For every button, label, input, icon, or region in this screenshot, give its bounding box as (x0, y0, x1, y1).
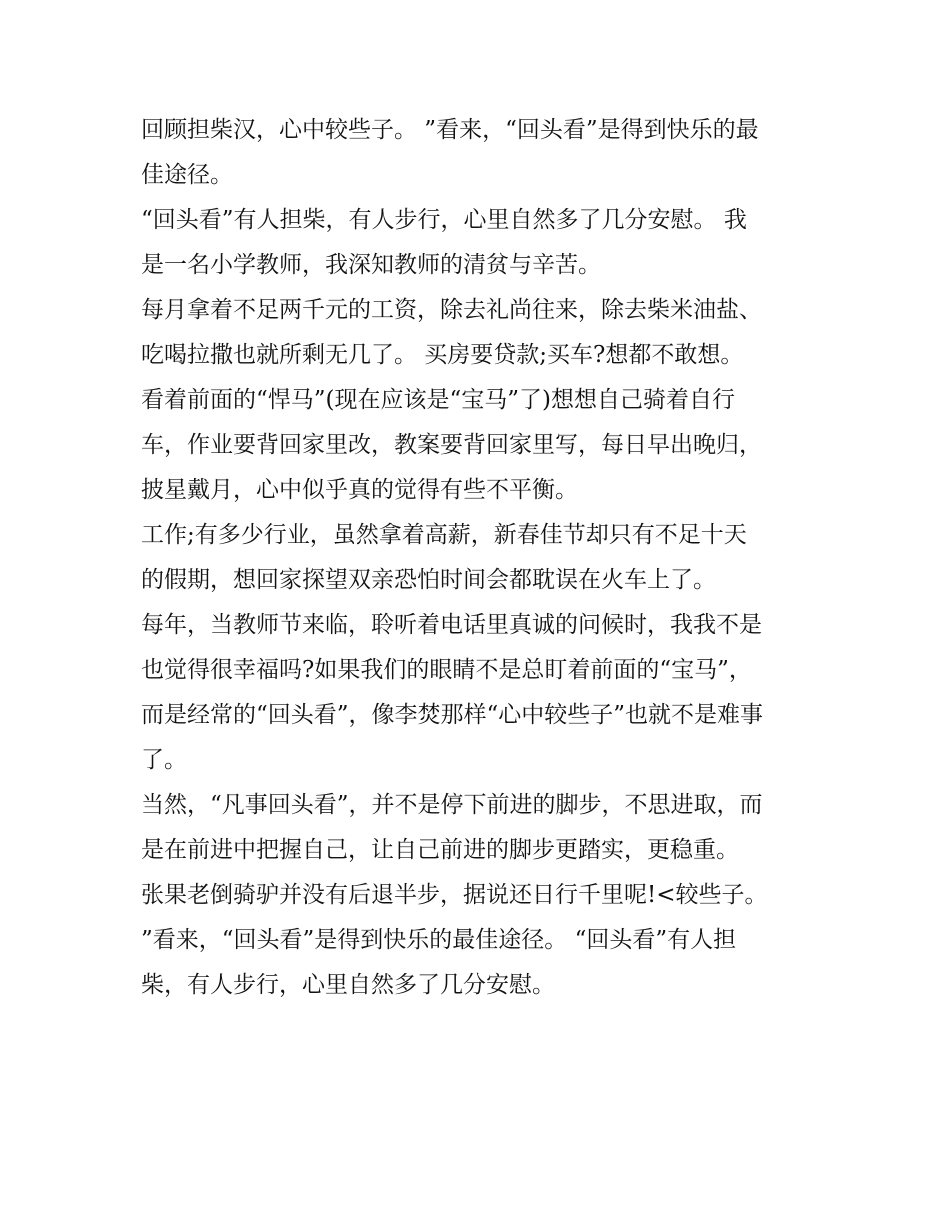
text-line: 工作;有多少行业，虽然拿着高薪，新春佳节却只有不足十天 (141, 522, 747, 548)
text-line: 每年，当教师节来临，聆听着电话里真诚的问候时，我我不是 (141, 612, 762, 638)
body-text (141, 108, 821, 1008)
text-line: 了。 (141, 747, 187, 773)
text-line: ”看来，“回头看”是得到快乐的最佳途径。 “回头看”有人担 (141, 927, 737, 953)
text-line: 回顾担柴汉，心中较些子。 ”看来，“回头看”是得到快乐的最 (141, 117, 759, 143)
text-line: 吃喝拉撒也就所剩无几了。 买房要贷款;买车?想都不敢想。 (141, 342, 744, 368)
text-line: 当然，“凡事回头看”，并不是停下前进的脚步，不思进取，而 (141, 792, 763, 818)
text-line: 也觉得很幸福吗?如果我们的眼睛不是总盯着前面的“宝马”， (141, 657, 752, 683)
text-line: 柴，有人步行，心里自然多了几分安慰。 (141, 972, 555, 998)
text-line: 是在前进中把握自己，让自己前进的脚步更踏实，更稳重。 (141, 837, 739, 863)
text-line: 张果老倒骑驴并没有后退半步，据说还日行千里呢!<较些子。 (141, 882, 768, 908)
text-line: 车，作业要背回家里改，教案要背回家里写，每日早出晚归， (141, 432, 762, 458)
text-line: “回头看”有人担柴，有人步行，心里自然多了几分安慰。 我 (141, 207, 747, 233)
text-line: 看着前面的“悍马”(现在应该是“宝马”了)想想自己骑着自行 (141, 387, 735, 413)
text-line: 是一名小学教师，我深知教师的清贫与辛苦。 (141, 252, 601, 278)
text-line: 每月拿着不足两千元的工资，除去礼尚往来，除去柴米油盐、 (141, 297, 762, 323)
text-line: 的假期，想回家探望双亲恐怕时间会都耽误在火车上了。 (141, 567, 716, 593)
text-line: 而是经常的“回头看”，像李焚那样“心中较些子”也就不是难事 (141, 702, 764, 728)
text-line: 披星戴月，心中似乎真的觉得有些不平衡。 (141, 477, 578, 503)
text-line: 佳途径。 (141, 162, 233, 188)
